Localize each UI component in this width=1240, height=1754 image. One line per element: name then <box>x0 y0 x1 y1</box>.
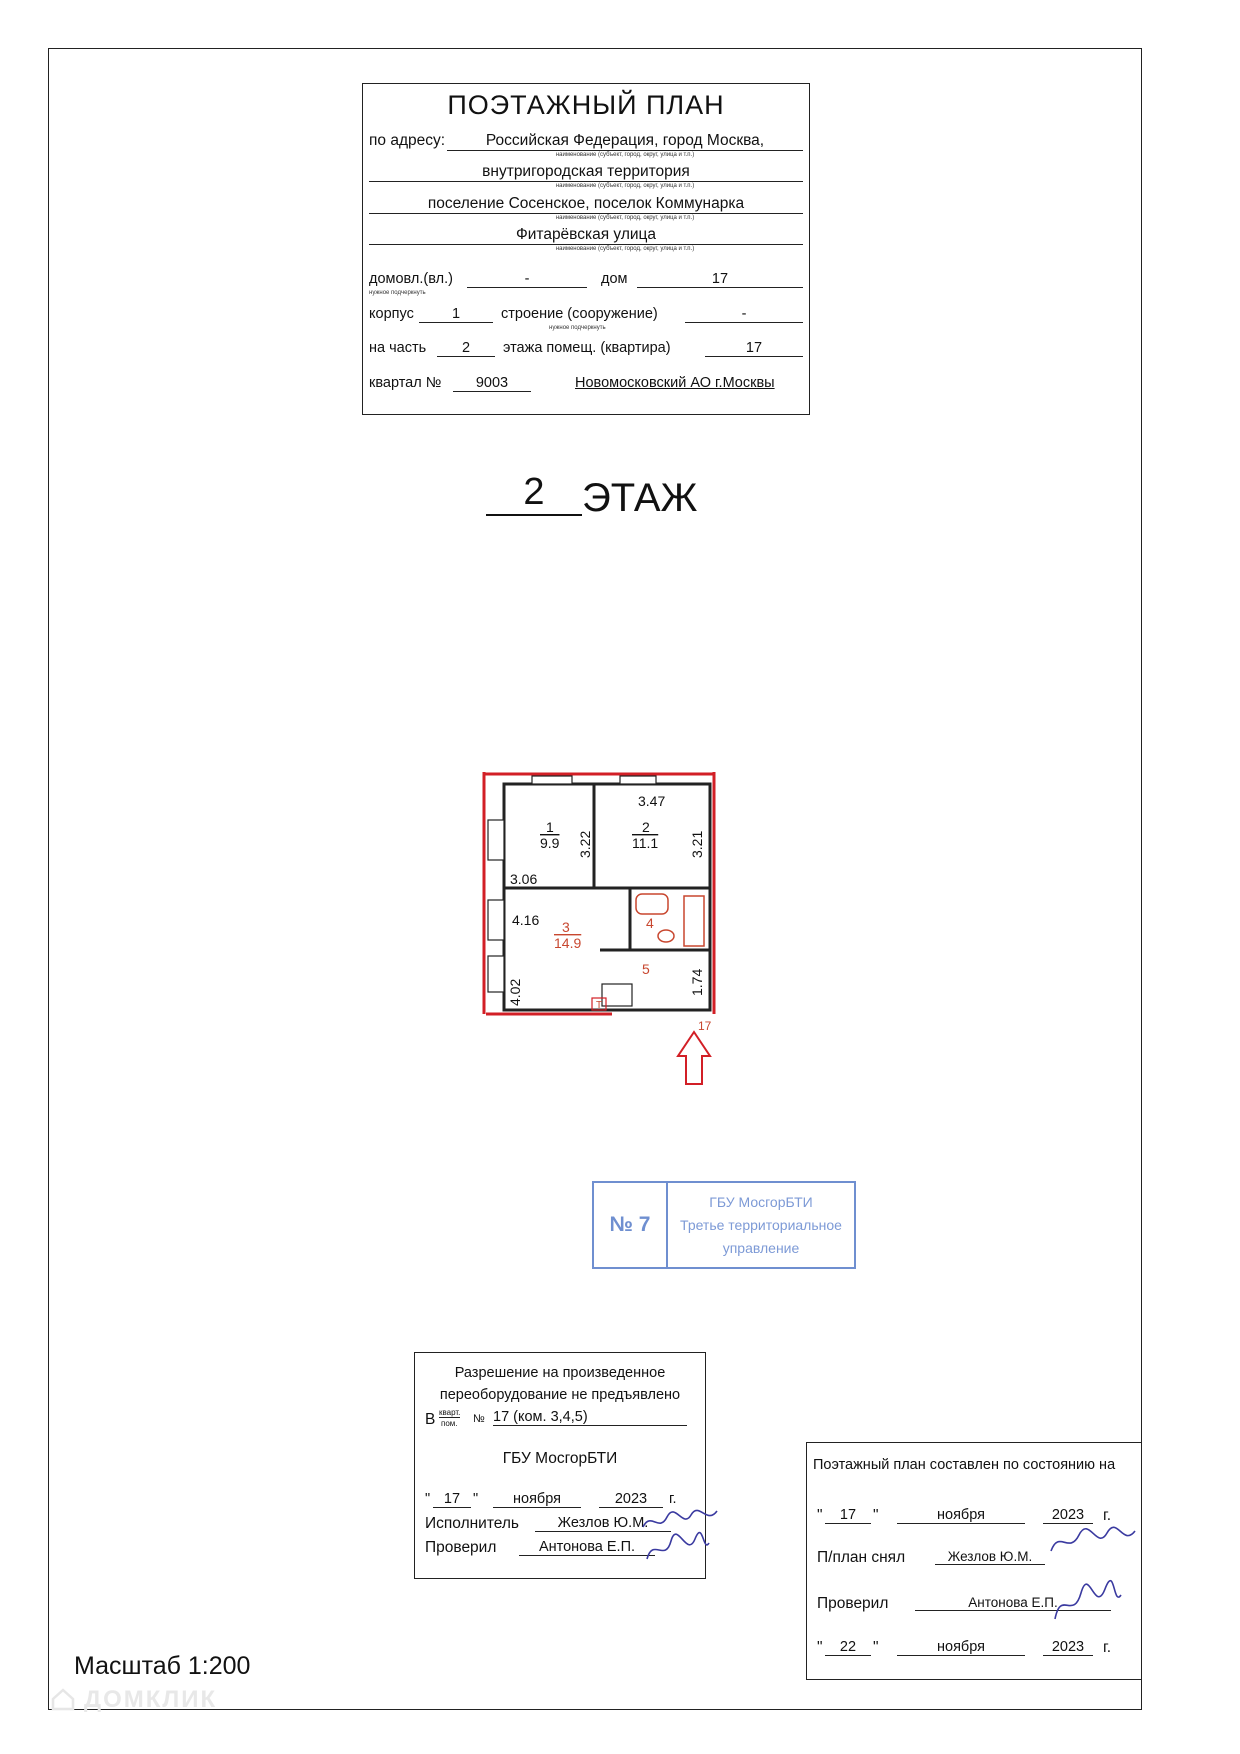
dim-4-16: 4.16 <box>512 912 540 928</box>
room-1-area: 9.9 <box>540 835 560 851</box>
dom-value: 17 <box>637 271 803 288</box>
executor-value: Жезлов Ю.М. <box>535 1515 671 1532</box>
document-title: ПОЭТАЖНЫЙ ПЛАН <box>447 90 725 120</box>
window <box>488 900 504 940</box>
watermark: ДОМКЛИК <box>84 1686 218 1713</box>
toilet <box>658 930 674 942</box>
nachast-label: на часть <box>369 340 427 356</box>
floor-number: 2 <box>486 470 582 516</box>
etazha-value: 17 <box>705 340 803 357</box>
permission-org: ГБУ МосгорБТИ <box>502 1450 618 1467</box>
etazha-label: этажа помещ. (квартира) <box>503 340 671 356</box>
address-caption-3: наименование (субъект, город, округ, улица и т.п.) <box>555 215 695 221</box>
marker-t: Т <box>596 1000 603 1011</box>
checker-label: Проверил <box>425 1539 497 1556</box>
v-value: 17 (ком. 3,4,5) <box>493 1409 687 1426</box>
stamp-line-2: Третье территориальное <box>680 1217 842 1233</box>
apartment-mark: 17 <box>698 1019 712 1033</box>
kvart-label: кварт. <box>439 1408 461 1417</box>
dim-3-21: 3.21 <box>689 830 705 858</box>
entrance-arrow <box>678 1032 710 1084</box>
executor-label: Исполнитель <box>425 1515 519 1532</box>
address-line-1: Российская Федерация, город Москва, <box>447 132 803 151</box>
kvartal-value: 9003 <box>453 375 531 392</box>
window <box>532 776 572 784</box>
address-line-3: поселение Сосенское, поселок Коммунарка <box>369 195 803 214</box>
plan-label: П/план снял <box>817 1549 906 1566</box>
dim-1-74: 1.74 <box>689 968 705 996</box>
dim-3-47: 3.47 <box>638 793 666 809</box>
dim-4-02: 4.02 <box>507 978 523 1006</box>
nachast-value: 2 <box>437 340 495 357</box>
stamp-text <box>668 1191 854 1260</box>
room-2-area: 11.1 <box>632 835 659 851</box>
window <box>620 776 656 784</box>
permission-year: 2023 <box>599 1491 663 1508</box>
state-box: Поэтажный план составлен по состоянию на " 17 " ноября 2023 г. П/план снял Жезлов Ю.М. Проверил Антонова Е.П. " 22 " ноября 2023 г. <box>806 1442 1142 1680</box>
state-day-1: 17 <box>825 1507 871 1524</box>
bti-stamp <box>592 1181 856 1269</box>
state-checker-value: Антонова Е.П. <box>915 1595 1111 1611</box>
window <box>488 820 504 860</box>
home-icon <box>50 1686 76 1712</box>
address-label: по адресу: <box>369 132 446 149</box>
address-line-2: внутригородская территория <box>369 163 803 182</box>
apartment-border <box>484 772 714 1014</box>
state-day-2: 22 <box>825 1639 871 1656</box>
floor-plan <box>470 760 730 1100</box>
permission-line-1: Разрешение на произведенное <box>454 1365 666 1381</box>
stamp-line-3: управление <box>722 1240 800 1256</box>
state-year-2: 2023 <box>1043 1639 1093 1656</box>
header-box <box>362 83 810 415</box>
stamp-number: № 7 <box>594 1183 668 1267</box>
underline-caption-2: нужное подчеркнуть <box>549 325 606 331</box>
dom-label: дом <box>601 271 628 287</box>
korpus-label: корпус <box>369 306 414 322</box>
room-3-number: 3 <box>562 919 570 935</box>
room-4-number: 4 <box>646 915 654 931</box>
permission-line-2: переоборудование не предъявлено <box>439 1387 681 1403</box>
room-2-number: 2 <box>642 819 650 835</box>
outer-wall <box>504 784 710 1010</box>
stroenie-label: строение (сооружение) <box>501 306 658 322</box>
domovl-value: - <box>467 271 587 288</box>
korpus-value: 1 <box>419 306 493 323</box>
address-line-4: Фитарёвская улица <box>369 226 803 245</box>
v-label: В <box>425 1411 436 1428</box>
domovl-label: домовл.(вл.) <box>369 271 453 287</box>
address-caption-4: наименование (субъект, город, округ, улица и т.п.) <box>555 246 695 252</box>
state-title: Поэтажный план составлен по состоянию на <box>813 1457 1116 1473</box>
checker-value: Антонова Е.П. <box>519 1539 655 1556</box>
underline-caption-1: нужное подчеркнуть <box>369 290 426 296</box>
state-g-2: г. <box>1103 1639 1112 1656</box>
permission-day: 17 <box>433 1491 471 1508</box>
stamp-line-1: ГБУ МосгорБТИ <box>709 1194 813 1210</box>
permission-box: Разрешение на произведенное переоборудование не предъявлено В кварт. пом. № 17 (ком. 3,4,5) ГБУ МосгорБТИ " 17 " ноября 2023 г. Исполнитель Жезлов Ю.М. Проверил Антонова Е.П. <box>414 1352 706 1579</box>
window <box>488 956 504 992</box>
room-3-area: 14.9 <box>554 935 582 951</box>
stroenie-value: - <box>685 306 803 323</box>
floor-label: ЭТАЖ <box>582 476 698 520</box>
no-label: № <box>473 1413 485 1425</box>
address-caption-2: наименование (субъект, город, округ, улица и т.п.) <box>555 183 695 189</box>
state-month-2: ноября <box>897 1639 1025 1656</box>
signature-pair <box>637 1503 723 1567</box>
pom-label: пом. <box>441 1419 458 1428</box>
sink <box>684 896 704 946</box>
plan-value: Жезлов Ю.М. <box>935 1549 1045 1565</box>
kvartal-label: квартал № <box>369 375 442 391</box>
room-5-number: 5 <box>642 961 650 977</box>
state-g-1: г. <box>1103 1507 1112 1524</box>
state-checker-label: Проверил <box>817 1595 889 1612</box>
kvartal-org: Новомосковский АО г.Москвы <box>575 375 775 391</box>
permission-month: ноября <box>493 1491 581 1508</box>
state-year-1: 2023 <box>1043 1507 1093 1524</box>
bathtub <box>636 894 668 914</box>
dim-3-06: 3.06 <box>510 871 538 887</box>
scale-label: Масштаб 1:200 <box>74 1652 251 1680</box>
permission-year-suffix: г. <box>669 1491 677 1507</box>
room-1-number: 1 <box>546 819 554 835</box>
signature-pair-2 <box>1043 1523 1139 1633</box>
dim-3-22: 3.22 <box>577 830 593 858</box>
address-caption-1: наименование (субъект, город, округ, улица и т.п.) <box>555 152 695 158</box>
state-month-1: ноября <box>897 1507 1025 1524</box>
